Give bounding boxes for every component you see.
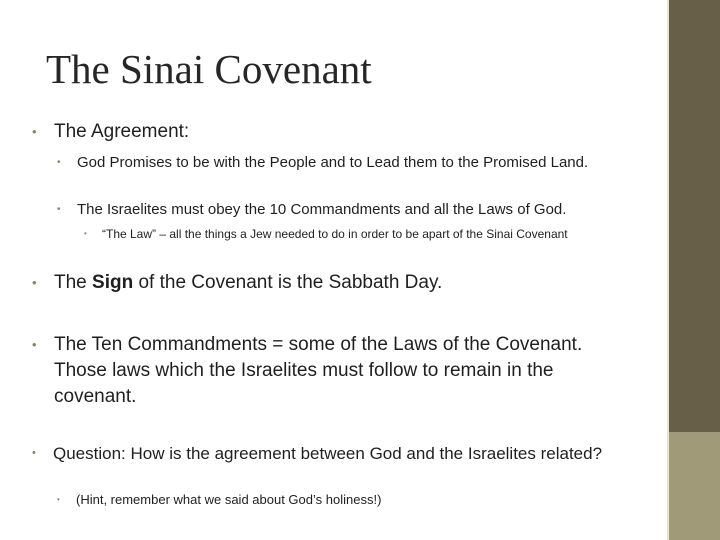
bullet-text: Question: How is the agreement between God and the Israelites related? (53, 444, 603, 463)
sub-bullet-promise (57, 152, 617, 173)
bullet-text-end: of the Covenant is the Sabbath Day. (133, 272, 443, 293)
bullet-text-bold: Sign (92, 272, 134, 293)
bullet-text: “The Law” – all the things a Jew needed to do in order to be apart of the Sinai Covenant (102, 227, 568, 241)
bullet-dot-icon: • (32, 275, 37, 290)
bullet-dot-icon: • (84, 229, 87, 238)
bullet-dot-icon: • (57, 204, 61, 215)
bullet-text: (Hint, remember what we said about God’s holiness!) (76, 492, 382, 507)
bullet-question (32, 442, 612, 465)
bullet-dot-icon: • (57, 495, 60, 504)
sub-bullet-obey (57, 199, 637, 220)
sidebar-dark-band (667, 0, 720, 432)
bullet-ten-commandments (32, 332, 632, 410)
sub-bullet-hint (57, 491, 617, 509)
bullet-dot-icon: • (57, 157, 61, 168)
bullet-dot-icon: • (32, 447, 36, 459)
bullet-agreement (32, 119, 652, 145)
decorative-sidebar (667, 0, 720, 540)
bullet-dot-icon: • (32, 124, 37, 139)
bullet-text: The Israelites must obey the 10 Commandments and all the Laws of God. (77, 201, 567, 218)
sidebar-edge-stripe (667, 0, 669, 540)
slide-title: The Sinai Covenant (46, 46, 372, 92)
bullet-dot-icon: • (32, 337, 37, 352)
bullet-text (54, 270, 652, 296)
bullet-text: The Agreement: (54, 121, 190, 142)
bullet-sign (32, 270, 652, 296)
sidebar-light-band (667, 432, 720, 540)
bullet-text: The Ten Commandments = some of the Laws of the Covenant. Those laws which the Israelites must follow to remain in the covenant. (54, 334, 583, 407)
bullet-text-start: The (54, 272, 93, 293)
bullet-text: God Promises to be with the People and to Lead them to the Promised Land. (77, 154, 589, 171)
sub-sub-bullet-law (84, 225, 624, 243)
